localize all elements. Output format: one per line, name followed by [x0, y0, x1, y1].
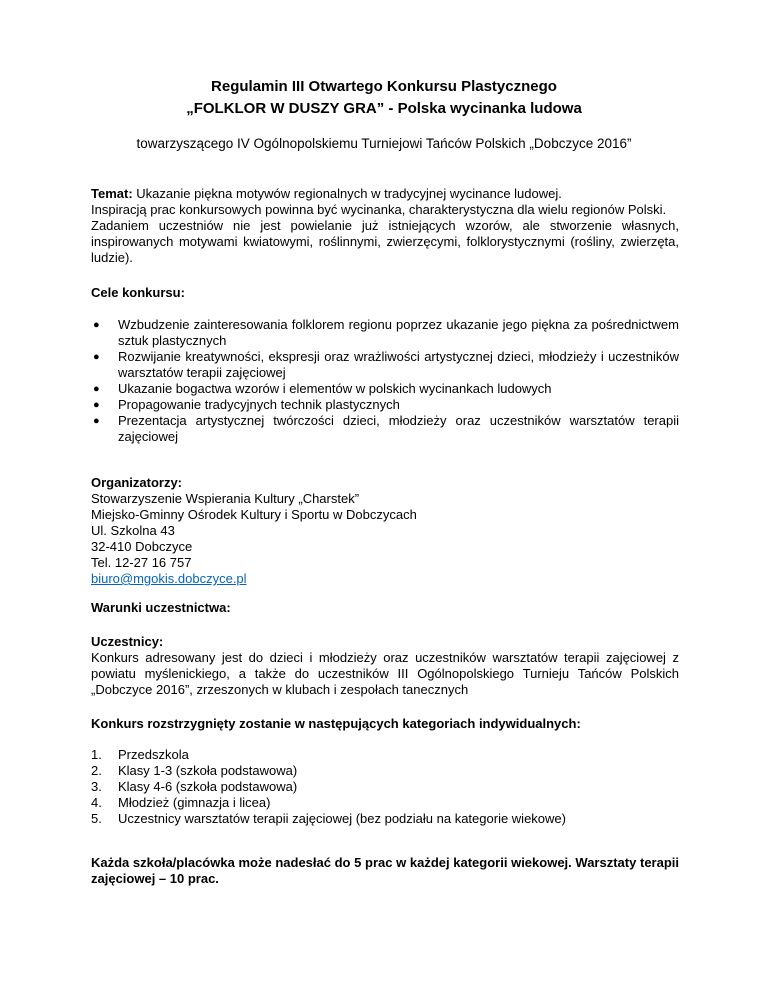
temat-line	[91, 186, 679, 202]
list-item: ● Wzbudzenie zainteresowania folklorem regionu poprzez ukazanie jego piękna za pośrednictwem sztuk plastycznych	[93, 317, 679, 348]
bullet-icon: ●	[93, 319, 100, 331]
kategorie-heading: Konkurs rozstrzygnięty zostanie w następujących kategoriach indywidualnych:	[91, 716, 581, 731]
document-subtitle: towarzyszącego IV Ogólnopolskiemu Turniejowi Tańców Polskich „Dobczyce 2016”	[136, 136, 632, 151]
temat-line3: Zadaniem uczestniów nie jest powielanie już istniejących wzorów, ale stworzenie własnych, inspirowanych motywami kwiatowymi, roślinnymi, zwierzęcymi, folklorystycznymi (rośliny, zwierzęta, ludzie).	[91, 218, 679, 265]
bullet-icon: ●	[93, 415, 100, 427]
organizatorzy-line: Miejsko-Gminny Ośrodek Kultury i Sportu w Dobczycach	[91, 507, 417, 522]
temat-label: Temat:	[91, 186, 133, 201]
cele-list	[91, 317, 679, 445]
organizatorzy-line: Stowarzyszenie Wspierania Kultury „Charstek”	[91, 491, 360, 506]
document-title-line1: Regulamin III Otwartego Konkursu Plastycznego	[211, 78, 557, 95]
list-item: 5. Uczestnicy warsztatów terapii zajęciowej (bez podziału na kategorie wiekowe)	[91, 811, 566, 826]
list-item: 3. Klasy 4-6 (szkoła podstawowa)	[91, 779, 298, 794]
list-item: ● Rozwijanie kreatywności, ekspresji oraz wrażliwości artystycznej dzieci, młodzieży i uczestników warsztatów terapii zajęciowej	[93, 349, 679, 380]
bullet-icon: ●	[93, 383, 100, 395]
list-item: ● Propagowanie tradycyjnych technik plastycznych	[93, 397, 400, 412]
temat-text: Ukazanie piękna motywów regionalnych w tradycyjnej wycinance ludowej.	[132, 186, 562, 201]
list-item: ● Prezentacja artystycznej twórczości dzieci, młodzieży oraz uczestników warsztatów terapii zajęciowej	[93, 413, 679, 444]
organizatorzy-heading: Organizatorzy:	[91, 475, 183, 490]
list-item: ● Ukazanie bogactwa wzorów i elementów w polskich wycinankach ludowych	[93, 381, 552, 396]
temat-line2: Inspiracją prac konkursowych powinna być wycinanka, charakterystyczna dla wielu regionów Polski.	[91, 202, 667, 217]
cele-heading: Cele konkursu:	[91, 285, 185, 300]
list-item: 2. Klasy 1-3 (szkoła podstawowa)	[91, 763, 298, 778]
organizatorzy-section	[91, 475, 679, 587]
submission-limit-note: Każda szkoła/placówka może nadesłać do 5 prac w każdej kategorii wiekowej. Warsztaty terapii zajęciowej – 10 prac.	[91, 855, 679, 886]
list-item: 4. Młodzież (gimnazja i licea)	[91, 795, 271, 810]
bullet-icon: ●	[93, 399, 100, 411]
email-link[interactable]: biuro@mgokis.dobczyce.pl	[91, 571, 247, 586]
organizatorzy-line: Tel. 12-27 16 757	[91, 555, 192, 570]
bullet-icon: ●	[93, 351, 100, 363]
kategorie-list	[91, 747, 679, 827]
list-item: 1. Przedszkola	[91, 747, 189, 762]
organizatorzy-line: Ul. Szkolna 43	[91, 523, 175, 538]
document-title-line2: „FOLKLOR W DUSZY GRA” - Polska wycinanka ludowa	[186, 100, 582, 117]
organizatorzy-line: 32-410 Dobczyce	[91, 539, 193, 554]
temat-section	[91, 186, 679, 266]
warunki-heading: Warunki uczestnictwa:	[91, 600, 231, 615]
uczestnicy-section	[91, 634, 679, 698]
uczestnicy-text: Konkurs adresowany jest do dzieci i młodzieży oraz uczestników warsztatów terapii zajęciowej z powiatu myślenickiego, a także do uczestników III Ogólnopolskiego Turnieju Tańców Polskich „Dobczyce 2016”, zrzeszonych w klubach i zespołach tanecznych	[91, 650, 679, 697]
uczestnicy-heading: Uczestnicy:	[91, 634, 164, 649]
